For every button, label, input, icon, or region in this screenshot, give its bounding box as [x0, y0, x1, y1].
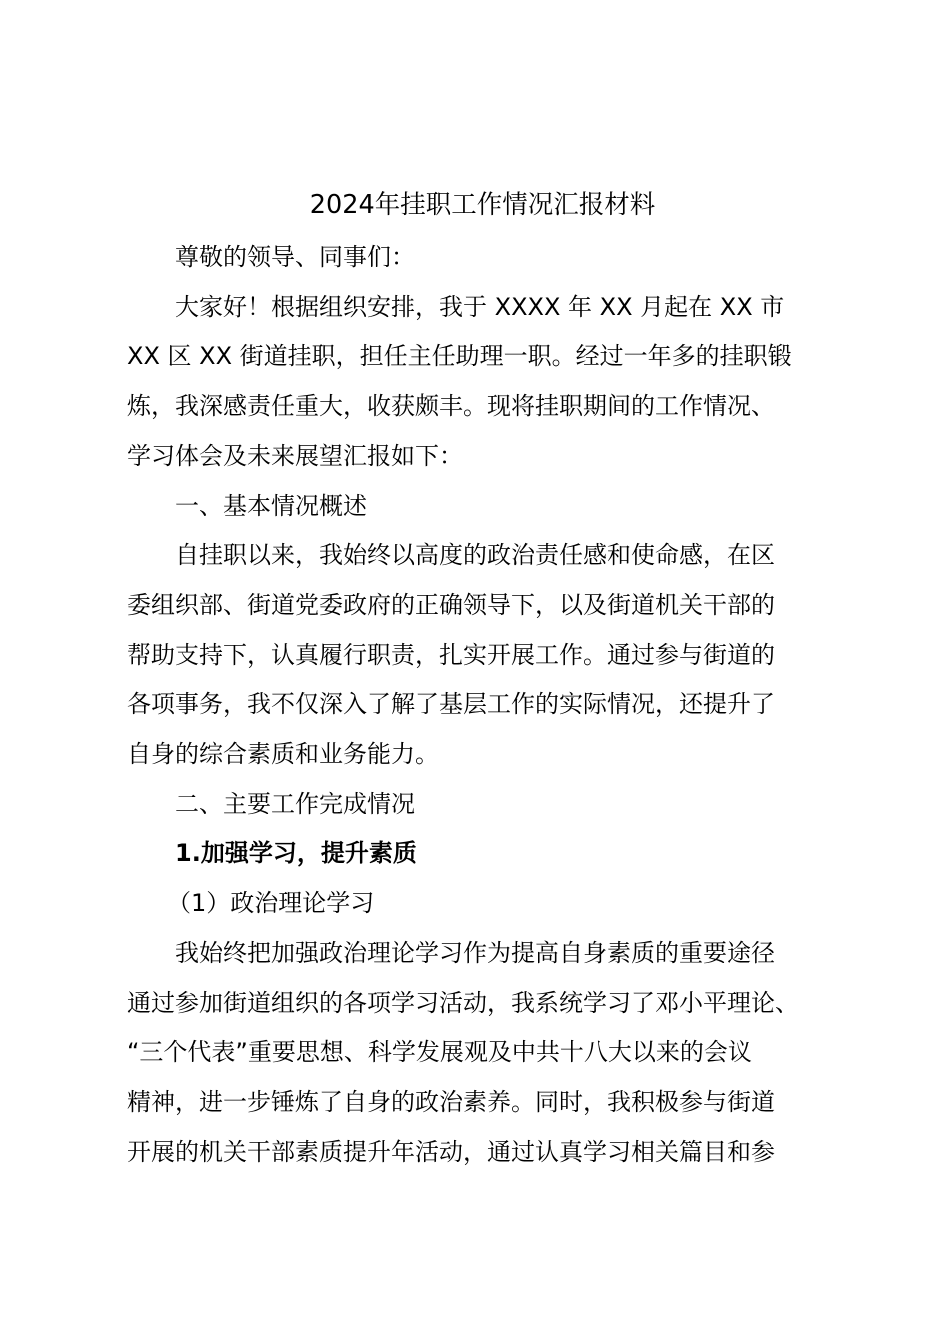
section-heading: 二、主要工作完成情况 [175, 789, 415, 818]
section-heading: 一、基本情况概述 [175, 491, 367, 520]
paragraph-line: 通过参加街道组织的各项学习活动，我系统学习了邓小平理论、 [127, 988, 799, 1017]
paragraph-line: 委组织部、街道党委政府的正确领导下，以及街道机关干部的 [127, 590, 775, 619]
subsection-heading: 1.加强学习，提升素质 [175, 839, 417, 868]
document-body [127, 183, 832, 1177]
paragraph-line: XX 区 XX 街道挂职，担任主任助理一职。经过一年多的挂职锻 [127, 342, 792, 371]
paragraph-line: 自挂职以来，我始终以高度的政治责任感和使命感，在区 [175, 541, 775, 570]
paragraph-line: 炼，我深感责任重大，收获颇丰。现将挂职期间的工作情况、 [127, 392, 775, 421]
paragraph-line: 开展的机关干部素质提升年活动，通过认真学习相关篇目和参 [127, 1137, 775, 1166]
paragraph-line: 自身的综合素质和业务能力。 [127, 740, 439, 769]
paragraph-line: 精神，进一步锤炼了自身的政治素养。同时，我积极参与街道 [127, 1087, 775, 1116]
subsection-title: （1）政治理论学习 [167, 889, 375, 918]
paragraph-line: 各项事务，我不仅深入了解了基层工作的实际情况，还提升了 [127, 690, 775, 719]
paragraph-line: 学习体会及未来展望汇报如下： [127, 441, 463, 470]
paragraph-line: 帮助支持下，认真履行职责，扎实开展工作。通过参与街道的 [127, 640, 775, 669]
paragraph-line: “三个代表”重要思想、科学发展观及中共十八大以来的会议 [127, 1038, 752, 1067]
document-title: 2024年挂职工作情况汇报材料 [309, 190, 656, 220]
salutation-line: 尊敬的领导、同事们： [175, 243, 415, 271]
paragraph-line: 我始终把加强政治理论学习作为提高自身素质的重要途径 [175, 938, 775, 967]
paragraph-line: 大家好！根据组织安排，我于 XXXX 年 XX 月起在 XX 市 [175, 292, 785, 321]
